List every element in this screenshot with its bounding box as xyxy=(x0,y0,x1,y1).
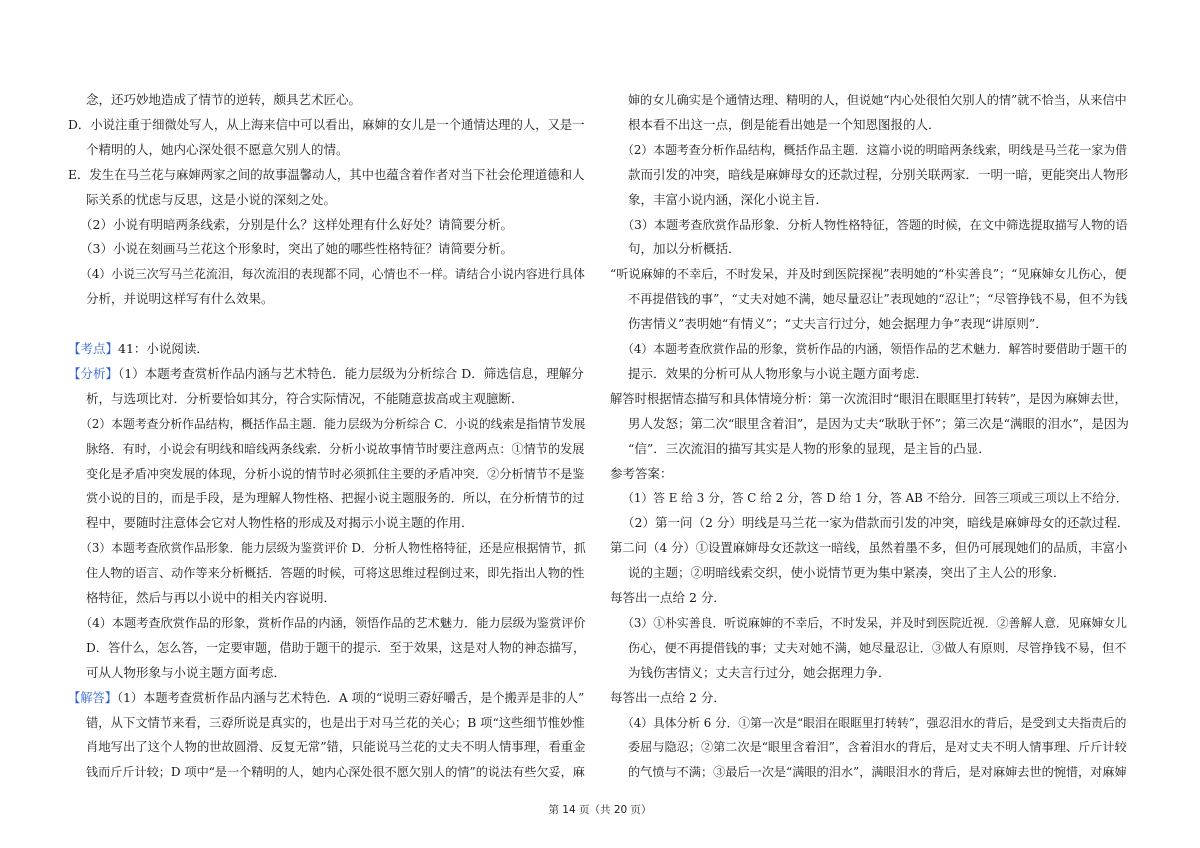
line-text: 伤心，便不再提借钱的事；丈夫对她不满，她尽量忍让．③做人有原则．尽管挣钱不易，但不 xyxy=(628,640,1127,655)
line-text: 格特征，然后与再以小说中的相关内容说明． xyxy=(86,590,337,605)
line-text: （4）具体分析 6 分．①第一次是“眼泪在眼眶里打转转”，强忍泪水的背后，是受到丈夫指责后的 xyxy=(622,715,1127,730)
line-text: 解答时根据情态描写和具体情境分析：第一次流泪时“眼泪在眼眶里打转转”，是因为麻婶去世， xyxy=(610,391,1127,406)
line-text: 款而引发的冲突，暗线是麻婶母女的还款过程，分别关联两家．一明一暗，更能突出人物形 xyxy=(628,166,1129,182)
text-line xyxy=(610,588,1130,608)
text-line xyxy=(628,663,1130,683)
line-text: 钱而斤斤计较；D 项中“是一个精明的人，她内心深处很不愿欠别人的情”的说法有些欠妥，麻 xyxy=(86,765,585,780)
line-text: （2）小说有明暗两条线索，分别是什么？这样处理有什么好处？请简要分析。 xyxy=(80,216,513,232)
line-text: （1）本题考查赏析作品内涵与艺术特色．能力层级为分析综合 D．筛选信息，理解分 xyxy=(118,365,584,381)
text-line xyxy=(80,215,588,235)
text-line xyxy=(80,538,588,558)
line-text: 分析，并说明这样写有什么效果。 xyxy=(86,291,274,307)
text-line xyxy=(80,239,588,259)
line-text: 脉络．有时，小说会有明线和暗线两条线索．分析小说故事情节时要注意两点：①情节的发展 xyxy=(86,441,585,456)
text-line xyxy=(628,314,1130,334)
text-line xyxy=(80,613,588,633)
text-line xyxy=(68,165,588,185)
line-text: 41：小说阅读． xyxy=(118,341,209,356)
line-text: 肖地写出了这个人物的世故圆滑、反复无常”错，只能说马兰花的丈夫不明人情事理，看重金 xyxy=(86,740,586,755)
line-text: （2）本题考查分析作品结构，概括作品主题．这篇小说的明暗两条线索，明线是马兰花一家为借 xyxy=(622,142,1127,157)
line-text: 说的主题；②明暗线索交织，使小说情节更为集中紧凑，突出了主人公的形象． xyxy=(628,565,1066,581)
line-text: 念，还巧妙地造成了情节的逆转，颇具艺术匠心。 xyxy=(86,92,362,107)
text-line xyxy=(86,513,588,533)
line-text: 男人发怒；第二次“眼里含着泪”，是因为丈夫“耿耿于怀”；第三次是“满眼的泪水”，是因为 xyxy=(628,415,1129,431)
line-text: （4）小说三次写马兰花流泪，每次流泪的表现都不同，心情也不一样。请结合小说内容进行具体 xyxy=(80,267,585,282)
line-text: 提示．效果的分析可从人物形象与小说主题方面考虑． xyxy=(628,365,929,381)
line-text: 委屈与隐忍；②第二次是“眼里含着泪”，含着泪水的背后，是对丈夫不明人情事理、斤斤计较 xyxy=(628,740,1127,755)
text-line xyxy=(86,289,588,309)
line-text: （2）本题考查分析作品结构，概括作品主题．能力层级为分析综合 C．小说的线索是指情节发展 xyxy=(80,416,586,431)
line-text: D．答什么，怎么答，一定要审题，借助于题干的提示．至于效果，这是对人物的神态描写， xyxy=(86,640,586,655)
text-line xyxy=(68,314,588,334)
line-text: 可从人物形象与小说主题方面考虑． xyxy=(86,664,287,680)
text-line xyxy=(86,762,588,782)
text-line xyxy=(86,140,588,160)
line-text: （3）①朴实善良．听说麻婶的不幸后，不时发呆，并及时到医院近视．②善解人意．见麻婶女儿 xyxy=(622,615,1127,630)
text-line xyxy=(628,737,1130,757)
text-line xyxy=(86,737,588,757)
line-text: 婶的女儿确实是个通情达理、精明的人，但说她“内心处很怕欠别人的情”就不恰当，从来信中 xyxy=(628,93,1127,107)
text-line xyxy=(628,762,1130,782)
text-line xyxy=(610,688,1130,708)
line-text: 际关系的忧虑与反思，这是小说的深刻之处。 xyxy=(86,191,337,207)
line-text: E．发生在马兰花与麻婶两家之间的故事温馨动人，其中也蕴含着作者对当下社会伦理道德和人 xyxy=(68,167,585,182)
text-line xyxy=(628,190,1130,210)
text-line xyxy=(610,538,1130,558)
text-line xyxy=(622,513,1130,533)
line-text: “信”．三次流泪的描写其实是人物的形象的显现，是主旨的凸显． xyxy=(628,440,991,456)
text-line xyxy=(628,563,1130,583)
line-text: 赏小说的目的，而是手段，是为理解人物性格、把握小说主题服务的．所以，在分析情节的过 xyxy=(86,491,585,506)
text-line xyxy=(622,339,1130,359)
text-line xyxy=(86,439,588,459)
text-line xyxy=(610,264,1130,284)
line-text: 不再提借钱的事”，“丈夫对她不满，她尽量忍让”表现她的“忍让”；“尽管挣钱不易，但不为钱 xyxy=(628,292,1128,307)
line-text: （3）本题考查欣赏作品形象．能力层级为鉴赏评价 D．分析人物性格特征，还是应根据情节，抓 xyxy=(80,541,586,556)
text-line xyxy=(622,140,1130,160)
text-line xyxy=(628,414,1130,434)
text-line xyxy=(80,264,588,284)
line-text: （1）答 E 给 3 分，答 C 给 2 分，答 D 给 1 分，答 AB 不给分．回答三项或三项以上不给分． xyxy=(622,491,1128,506)
line-text: （4）本题考查欣赏作品的形象，赏析作品的内涵，领悟作品的艺术魅力．能力层级为鉴赏评价 xyxy=(80,615,586,630)
line-text: （3）本题考查欣赏作品形象．分析人物性格特征，答题的时候，在文中筛选提取描写人物的语 xyxy=(622,217,1128,232)
line-text: （3）小说在刻画马兰花这个形象时，突出了她的哪些性格特征？请简要分析。 xyxy=(80,241,513,257)
text-line xyxy=(622,488,1130,508)
line-text: 第二问（4 分）①设置麻婶母女还款这一暗线，虽然着墨不多，但仍可展现她们的品质，丰富小 xyxy=(610,541,1128,556)
line-text: 错，从下文情节来看，三孬所说是真实的，也是出于对马兰花的关心；B 项“这些细节惟妙惟 xyxy=(86,715,585,730)
text-line xyxy=(628,239,1130,259)
line-text: 为钱伤害情义；丈夫言行过分，她会据理力争． xyxy=(628,664,891,680)
line-text: 象，丰富小说内涵，深化小说主旨． xyxy=(628,191,829,207)
line-text: 伤害情义”表明她“有情义”；“丈夫言行过分，她会据理力争”表现“讲原则”． xyxy=(628,316,1048,332)
text-line xyxy=(628,364,1130,384)
section-tag: 【考点】 xyxy=(68,341,119,356)
line-text: 个精明的人，她内心深处很不愿意欠别人的情。 xyxy=(86,141,349,157)
section-tag: 【解答】 xyxy=(68,690,117,705)
text-line xyxy=(622,613,1130,633)
text-line xyxy=(86,488,588,508)
line-text: 住人物的语言、动作等来分析概括．答题的时候，可将这思维过程倒过来，即先指出人物的性 xyxy=(86,566,585,581)
text-line xyxy=(628,165,1130,185)
line-text: “听说麻婶的不幸后，不时发呆，并及时到医院探视”表明她的“朴实善良”；“见麻婶女儿伤心，便 xyxy=(610,267,1127,282)
text-line xyxy=(628,439,1130,459)
text-line xyxy=(628,115,1130,135)
text-line xyxy=(86,464,588,484)
text-line xyxy=(86,90,588,110)
text-line xyxy=(86,663,588,683)
text-line xyxy=(68,115,588,135)
line-text: 析，与选项比对．分析要恰如其分，符合实际情况，不能随意拔高或主观臆断． xyxy=(86,390,524,406)
line-text: 根本看不出这一点，倒是能看出她是一个知恩图报的人． xyxy=(628,116,941,132)
text-line xyxy=(628,289,1130,309)
text-line xyxy=(622,713,1130,733)
line-text: （4）本题考查欣赏作品的形象，赏析作品的内涵，领悟作品的艺术魅力．解答时要借助于题干的 xyxy=(622,342,1127,356)
text-line xyxy=(610,389,1130,409)
text-line xyxy=(628,638,1130,658)
text-line xyxy=(610,464,1130,484)
line-text: 变化是矛盾冲突发展的体现，分析小说的情节时必须抓住主要的矛盾冲突．②分析情节不是鉴 xyxy=(86,466,585,481)
text-line xyxy=(86,190,588,210)
line-text: 每答出一点给 2 分． xyxy=(610,689,726,705)
section-tag: 【分析】 xyxy=(68,365,119,381)
text-line xyxy=(86,563,588,583)
line-text: 参考答案： xyxy=(610,465,673,481)
text-line xyxy=(86,588,588,608)
text-line xyxy=(68,339,588,359)
text-line xyxy=(68,364,588,384)
line-text: 的气愤与不满；③最后一次是“满眼的泪水”，满眼泪水的背后，是对麻婶去世的惋惜，对麻婶 xyxy=(628,765,1127,780)
page-footer: 第 14 页（共 20 页） xyxy=(548,804,652,816)
line-text: 程中，要随时注意体会它对人物性格的形成及对揭示小说主题的作用． xyxy=(86,515,474,531)
line-text: D．小说注重于细微处写人，从上海来信中可以看出，麻婶的女儿是一个通情达理的人，又是一 xyxy=(68,117,585,132)
line-text: 句，加以分析概括． xyxy=(628,241,741,257)
text-line xyxy=(86,713,588,733)
line-text: （2）第一问（2 分）明线是马兰花一家为借款而引发的冲突，暗线是麻婶母女的还款过程． xyxy=(622,515,1130,531)
text-line xyxy=(628,90,1130,110)
line-text: （1）本题考查赏析作品内涵与艺术特色．A 项的“说明三孬好嚼舌，是个搬弄是非的人” xyxy=(116,690,585,705)
text-line xyxy=(86,638,588,658)
text-line xyxy=(68,688,588,708)
text-line xyxy=(86,389,588,409)
text-line xyxy=(622,215,1130,235)
line-text: 每答出一点给 2 分． xyxy=(610,590,726,605)
text-line xyxy=(80,414,588,434)
